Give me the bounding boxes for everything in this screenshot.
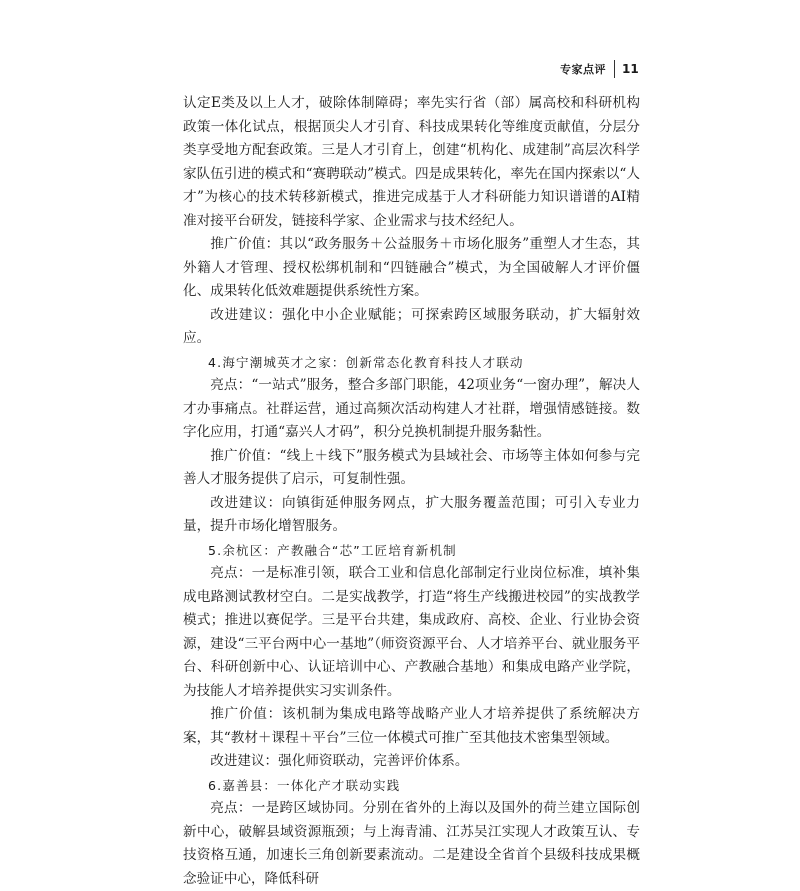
header-divider	[614, 60, 615, 78]
body-paragraph: 亮点：“一站式”服务，整合多部门职能，42项业务“一窗办理”，解决人才办事痛点。社群运营，通过高频次活动构建人才社群，增强情感链接。数字化应用，打通“嘉兴人才码”，积分兑换机制提升服务黏性。	[183, 377, 640, 440]
section-heading: 6.嘉善县：一体化产才联动实践	[208, 777, 401, 793]
body-paragraph: 推广价值：该机制为集成电路等战略产业人才培养提供了系统解决方案，其“教材＋课程＋平台”三位一体模式可推广至其他技术密集型领域。	[183, 706, 640, 746]
body-paragraph: 认定E类及以上人才，破除体制障碍；率先实行省（部）属高校和科研机构政策一体化试点，根据顶尖人才引育、科技成果转化等维度贡献值，分层分类享受地方配套政策。三是人才引育上，创建“机构化、成建制”高层次科学家队伍引进的模式和“赛聘联动”模式。四是成果转化，率先在国内探索以“人才”为核心的技术转移新模式，推进完成基于人才科研能力知识谱谱的AI精准对接平台研发，链接科学家、企业需求与技术经纪人。	[183, 95, 640, 229]
body-paragraph: 亮点：一是跨区域协同。分别在省外的上海以及国外的荷兰建立国际创新中心，破解县域资源瓶颈；与上海青浦、江苏吴江实现人才政策互认、专技资格互通，加速长三角创新要素流动。二是建设全省首个县级科技成果概念验证中心，降低科研	[183, 800, 640, 887]
running-header	[560, 60, 639, 78]
section-title: 专家点评	[560, 63, 606, 76]
page-body	[183, 92, 640, 891]
body-paragraph: 改进建议：强化中小企业赋能；可探索跨区域服务联动，扩大辐射效应。	[183, 306, 640, 346]
section-heading: 5.余杭区：产教融合“芯”工匠培育新机制	[208, 542, 457, 558]
page-number: 11	[622, 62, 639, 76]
body-paragraph: 改进建议：向镇街延伸服务网点，扩大服务覆盖范围；可引入专业力量，提升市场化增智服务。	[183, 494, 640, 534]
body-paragraph: 亮点：一是标准引领，联合工业和信息化部制定行业岗位标准，填补集成电路测试教材空白。二是实战教学，打造“将生产线搬进校园”的实战教学模式；推进以赛促学。三是平台共建，集成政府、高校、企业、行业协会资源，建设“三平台两中心一基地”（师资资源平台、人才培养平台、就业服务平台、科研创新中心、认证培训中心、产教融合基地）和集成电路产业学院，为技能人才培养提供实习实训条件。	[183, 565, 640, 699]
section-heading: 4.海宁潮城英才之家：创新常态化教育科技人才联动	[208, 354, 524, 370]
body-paragraph: 推广价值：“线上＋线下”服务模式为县域社会、市场等主体如何参与完善人才服务提供了启示，可复制性强。	[183, 447, 640, 487]
body-paragraph: 改进建议：强化师资联动，完善评价体系。	[210, 753, 469, 769]
body-paragraph: 推广价值：其以“政务服务＋公益服务＋市场化服务”重塑人才生态，其外籍人才管理、授权松绑机制和“四链融合”模式，为全国破解人才评价僵化、成果转化低效难题提供系统性方案。	[183, 236, 640, 299]
